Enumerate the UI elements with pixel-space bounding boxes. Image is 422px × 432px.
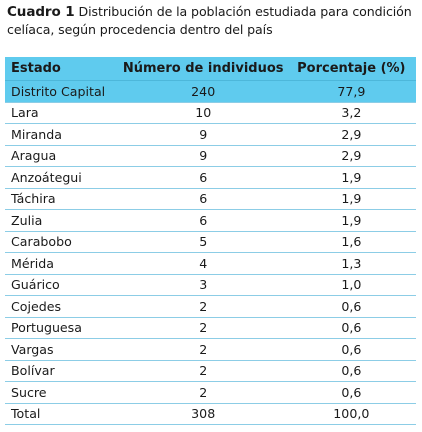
table-row	[5, 210, 416, 232]
header-estado: Estado	[5, 57, 120, 81]
table-row	[5, 188, 416, 210]
cell-percent: 1,9	[287, 210, 416, 232]
cell-count: 10	[120, 102, 287, 124]
cell-percent: 1,0	[287, 274, 416, 296]
table-row	[5, 382, 416, 404]
cell-count: 2	[120, 382, 287, 404]
table-row	[5, 231, 416, 253]
table-row	[5, 145, 416, 167]
cell-percent: 0,6	[287, 317, 416, 339]
cell-state: Guárico	[5, 274, 120, 296]
cell-state: Aragua	[5, 145, 120, 167]
total-count: 308	[120, 403, 287, 425]
cell-state: Táchira	[5, 188, 120, 210]
cell-state: Cojedes	[5, 296, 120, 318]
header-porcentaje: Porcentaje (%)	[287, 57, 416, 81]
cell-percent: 1,3	[287, 253, 416, 275]
table-row	[5, 167, 416, 189]
total-row	[5, 403, 416, 425]
cell-state: Anzoátegui	[5, 167, 120, 189]
cell-state: Sucre	[5, 382, 120, 404]
cell-state: Lara	[5, 102, 120, 124]
cell-count: 240	[120, 81, 287, 103]
total-label: Total	[5, 403, 120, 425]
table-row	[5, 124, 416, 146]
cell-count: 9	[120, 124, 287, 146]
caption-text: Distribución de la población estudiada para condición celíaca, según procedencia dentro del país	[7, 4, 412, 37]
cell-percent: 1,6	[287, 231, 416, 253]
cell-state: Portuguesa	[5, 317, 120, 339]
table-row	[5, 102, 416, 124]
cell-percent: 0,6	[287, 339, 416, 361]
total-percent: 100,0	[287, 403, 416, 425]
data-table	[5, 57, 416, 425]
table-row	[5, 360, 416, 382]
table-body	[5, 81, 416, 425]
cell-count: 5	[120, 231, 287, 253]
cell-state: Bolívar	[5, 360, 120, 382]
table-row	[5, 296, 416, 318]
cell-count: 3	[120, 274, 287, 296]
cell-count: 6	[120, 210, 287, 232]
cell-state: Zulia	[5, 210, 120, 232]
cell-state: Distrito Capital	[5, 81, 120, 103]
cell-percent: 77,9	[287, 81, 416, 103]
cell-count: 9	[120, 145, 287, 167]
cell-percent: 0,6	[287, 296, 416, 318]
header-numero: Número de individuos	[120, 57, 287, 81]
cell-count: 6	[120, 188, 287, 210]
cell-count: 6	[120, 167, 287, 189]
cell-count: 2	[120, 360, 287, 382]
table-row	[5, 339, 416, 361]
table-row	[5, 253, 416, 275]
header-row	[5, 57, 416, 81]
cell-count: 2	[120, 339, 287, 361]
table-row	[5, 81, 416, 103]
cell-state: Vargas	[5, 339, 120, 361]
cell-count: 2	[120, 317, 287, 339]
cell-percent: 0,6	[287, 360, 416, 382]
cell-percent: 3,2	[287, 102, 416, 124]
cell-count: 2	[120, 296, 287, 318]
table-row	[5, 274, 416, 296]
cell-percent: 1,9	[287, 167, 416, 189]
table-row	[5, 317, 416, 339]
table-caption	[7, 3, 415, 39]
cell-count: 4	[120, 253, 287, 275]
cell-state: Mérida	[5, 253, 120, 275]
cell-percent: 2,9	[287, 145, 416, 167]
cell-state: Carabobo	[5, 231, 120, 253]
cell-percent: 1,9	[287, 188, 416, 210]
cell-percent: 0,6	[287, 382, 416, 404]
cell-percent: 2,9	[287, 124, 416, 146]
cell-state: Miranda	[5, 124, 120, 146]
caption-label: Cuadro 1	[7, 4, 75, 20]
